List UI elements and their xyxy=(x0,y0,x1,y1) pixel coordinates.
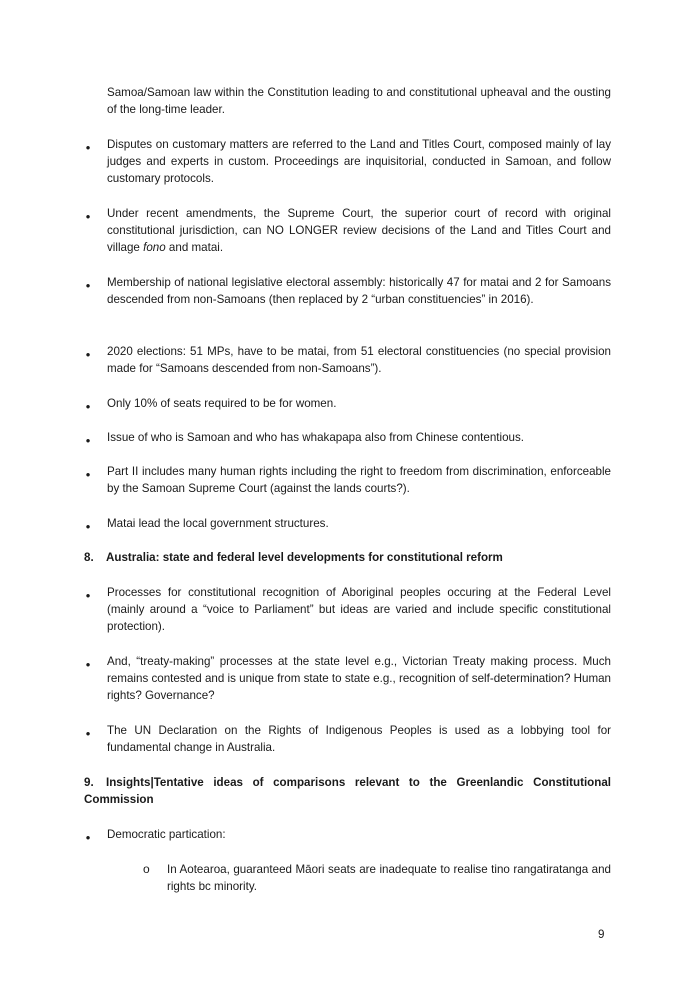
page-number: 9 xyxy=(598,928,605,941)
list-item: 2020 elections: 51 MPs, have to be matai, from 51 electoral constituencies (no special provision made for “Samoans descended from non-Samoans”). xyxy=(107,345,611,375)
list-item: Issue of who is Samoan and who has whakapapa also from Chinese contentious. xyxy=(107,431,524,444)
section-heading xyxy=(84,774,611,808)
bullet-marker: • xyxy=(85,140,91,155)
list-item: Membership of national legislative electoral assembly: historically 47 for matai and 2 for Samoans descended from non-Samoans (then replaced by 2 “urban constituencies” in 2016). xyxy=(107,276,611,306)
bullet-marker: • xyxy=(85,726,91,741)
section-heading xyxy=(84,549,611,566)
list-item: The UN Declaration on the Rights of Indigenous Peoples is used as a lobbying tool for fundamental change in Australia. xyxy=(107,724,611,754)
bullet-marker: • xyxy=(85,278,91,293)
bullet-marker: • xyxy=(85,433,91,448)
bullet-marker: • xyxy=(85,467,91,482)
list-item xyxy=(107,205,611,256)
list-item: And, “treaty-making” processes at the state level e.g., Victorian Treaty making process. Much remains contested and is unique from state to state e.g., recognition of self-determination? Human rights? Governance? xyxy=(107,655,611,702)
fono-term: fono xyxy=(143,241,166,254)
list-item-text-tail: and matai. xyxy=(168,241,224,254)
sub-list-item: In Aotearoa, guaranteed Māori seats are inadequate to realise tino rangatiratanga and rights bc minority. xyxy=(167,863,611,893)
bullet-marker: • xyxy=(85,399,91,414)
bullet-marker: • xyxy=(85,830,91,845)
bullet-marker: • xyxy=(85,347,91,362)
list-item: Only 10% of seats required to be for women. xyxy=(107,397,337,410)
bullet-marker: • xyxy=(85,657,91,672)
list-item-text: Under recent amendments, the Supreme Court, the superior court of record with original constitutional jurisdiction, can NO LONGER review decisions of the Land and Titles Court and village xyxy=(107,207,611,254)
section-title: Australia: state and federal level developments for constitutional reform xyxy=(106,551,503,564)
section-number: 8. xyxy=(84,551,94,564)
list-item: Part II includes many human rights including the right to freedom from discrimination, enforceable by the Samoan Supreme Court (against the lands courts?). xyxy=(107,465,611,495)
list-item: Processes for constitutional recognition of Aboriginal peoples occuring at the Federal Level (mainly around a “voice to Parliament” but ideas are varied and include specific constitutional protection). xyxy=(107,586,611,633)
bullet-marker: • xyxy=(85,209,91,224)
bullet-marker: • xyxy=(85,588,91,603)
section-number: 9. xyxy=(84,776,94,789)
bullet-marker: • xyxy=(85,519,91,534)
list-item: Disputes on customary matters are referred to the Land and Titles Court, composed mainly of lay judges and experts in custom. Proceedings are inquisitorial, conducted in Samoan, and follow customary protocols. xyxy=(107,138,611,185)
continuation-paragraph: Samoa/Samoan law within the Constitution leading to and constitutional upheaval and the ousting of the long-time leader. xyxy=(107,86,611,116)
list-item: Democratic partication: xyxy=(107,828,226,841)
section-title: Insights|Tentative ideas of comparisons relevant to the Greenlandic Constitutional Commission xyxy=(84,776,611,806)
sub-bullet-marker: o xyxy=(143,862,150,876)
list-item: Matai lead the local government structures. xyxy=(107,517,329,530)
